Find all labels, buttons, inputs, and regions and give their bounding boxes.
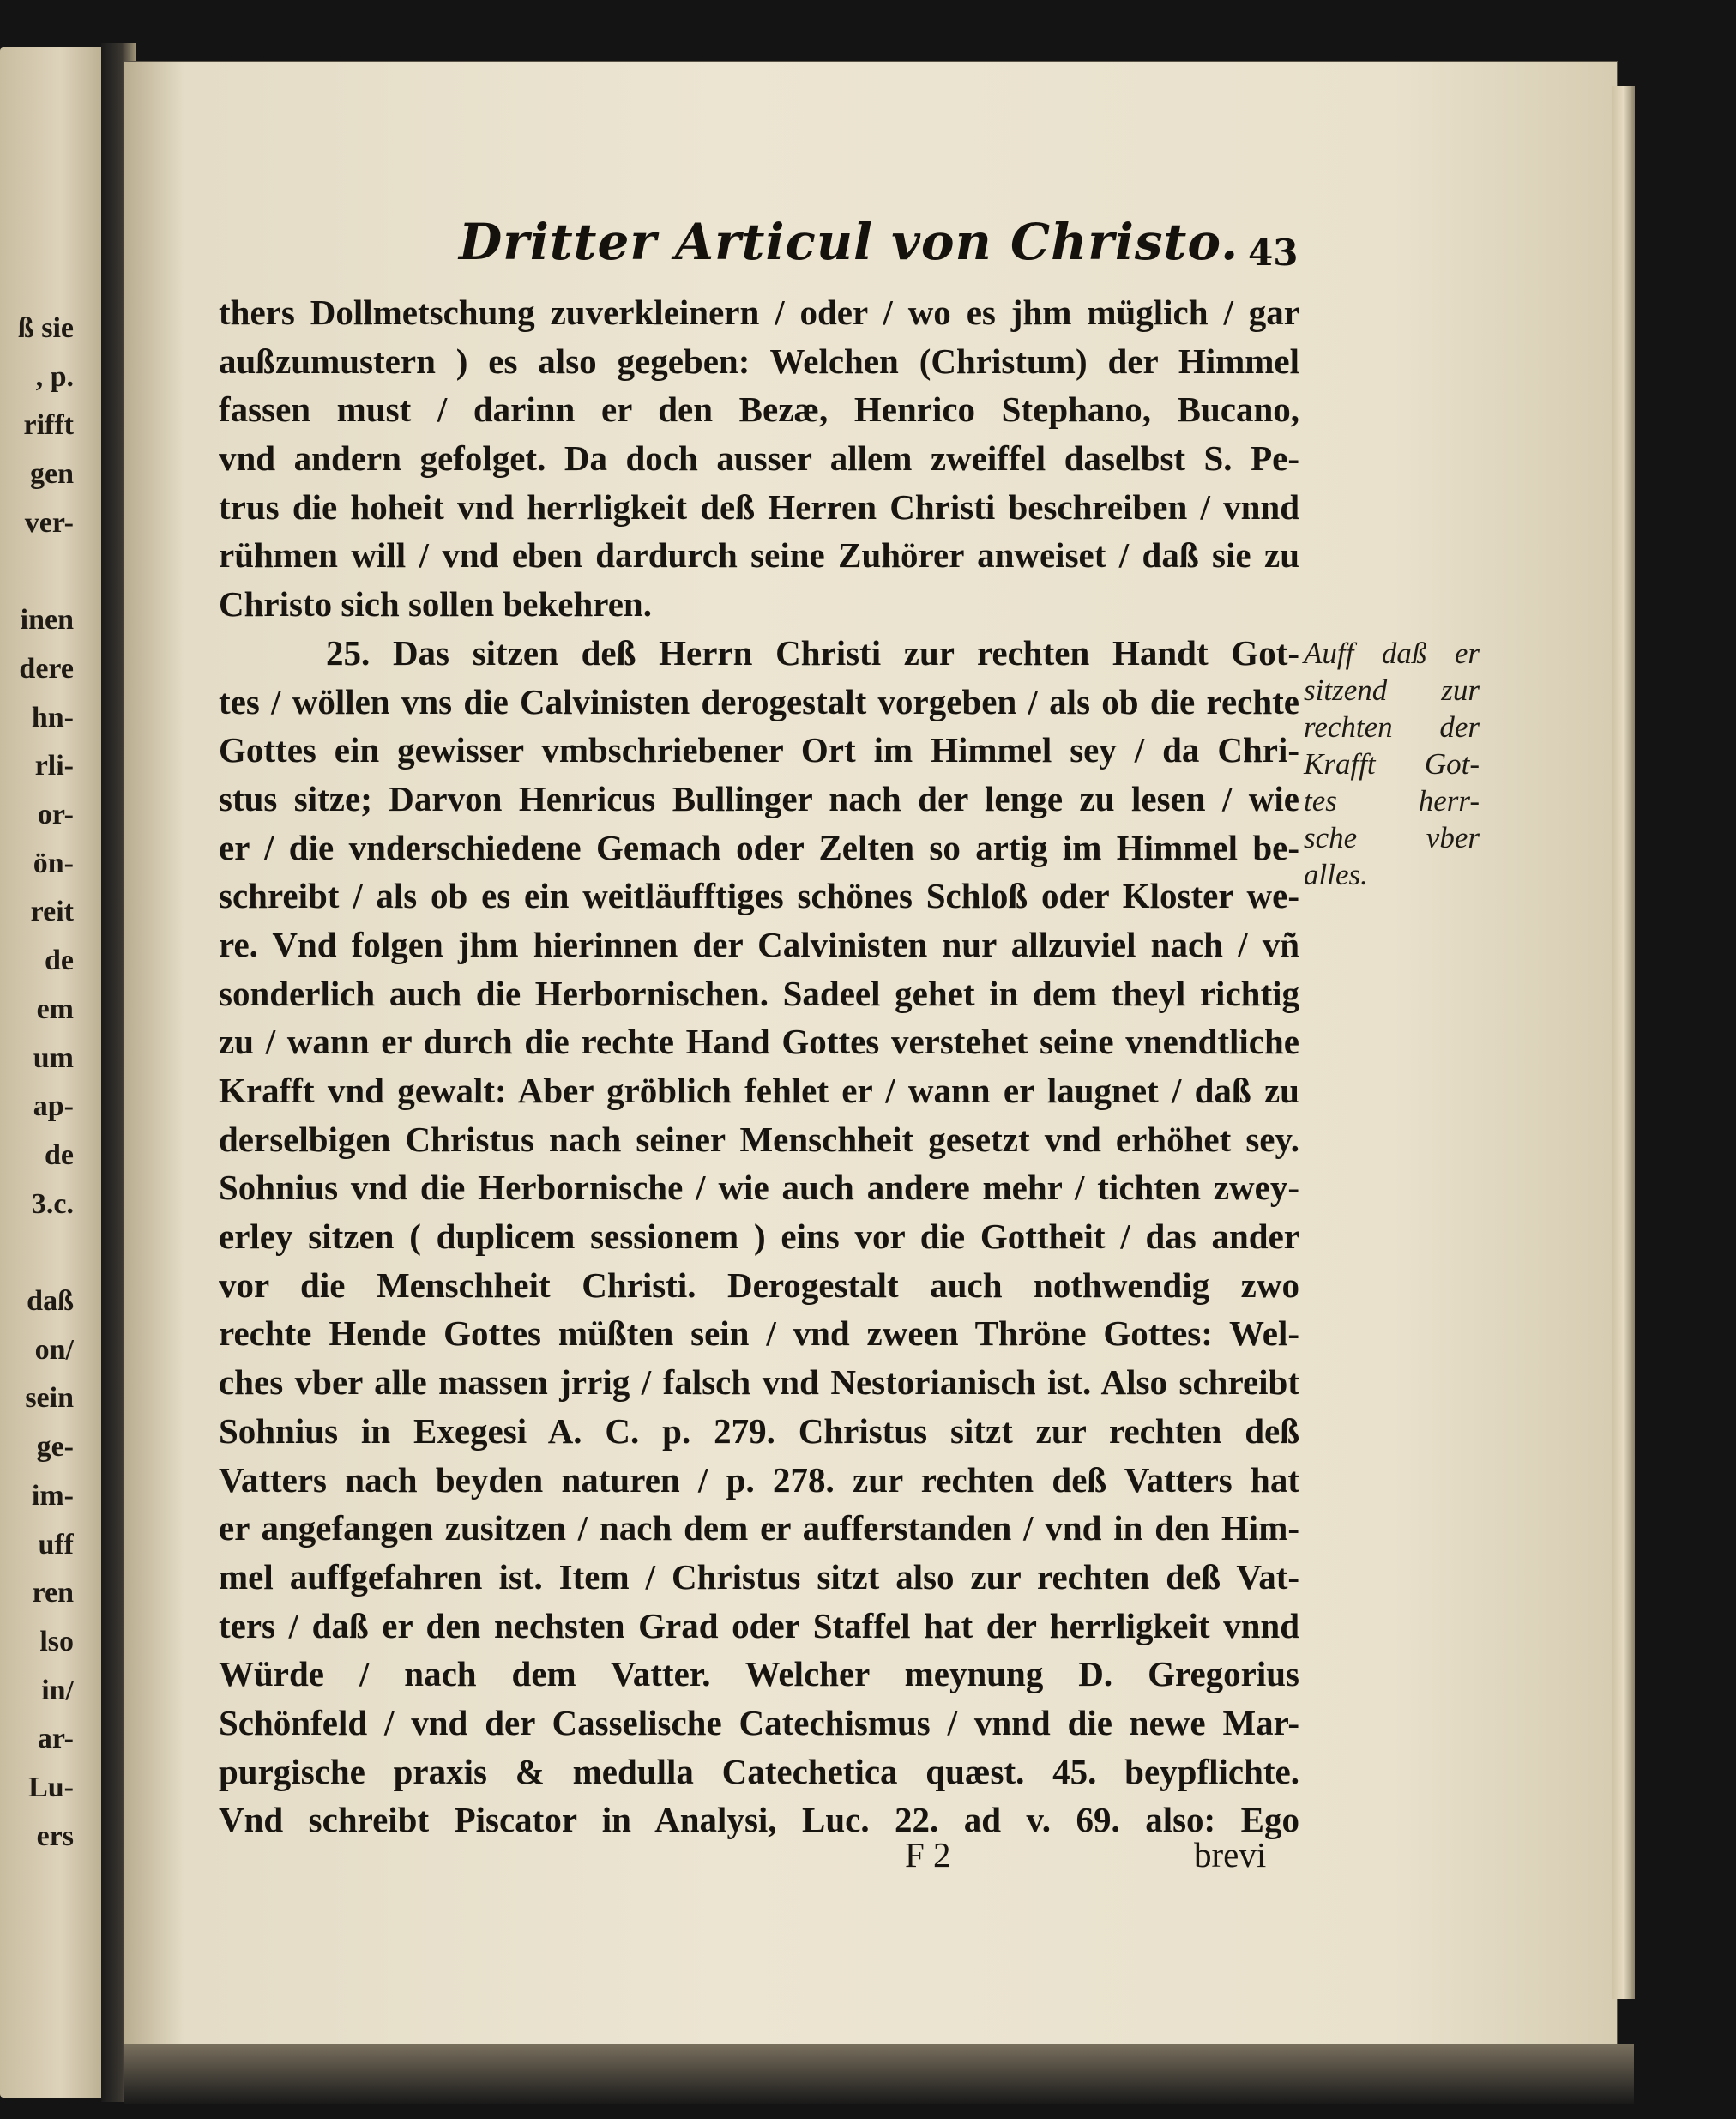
body-text (219, 288, 1299, 1844)
text-line: Vnd schreibt Piscator in Analysi, Luc. 22. ad v. 69. also: Ego (219, 1800, 1299, 1840)
marginal-note-line: alles. (1304, 858, 1368, 891)
text-line: sonderlich auch die Herbornischen. Sadeel gehet in dem theyl richtig (219, 973, 1299, 1013)
text-line: Würde / nach dem Vatter. Welcher meynung D. Gregorius (219, 1654, 1299, 1694)
text-line: vor die Menschheit Christi. Derogestalt auch nothwendig zwo (219, 1265, 1299, 1305)
page-number: 43 (1248, 232, 1299, 274)
fragment-line: inen (20, 604, 74, 637)
text-line: zu / wann er durch die rechte Hand Gottes verstehet seine vnendtliche (219, 1022, 1299, 1062)
fragment-line: gen (30, 458, 74, 491)
fragment-line: em (36, 993, 74, 1025)
marginal-note-line: sche vber (1304, 821, 1480, 854)
text-line: derselbigen Christus nach seiner Menschheit gesetzt vnd erhöhet sey. (219, 1119, 1299, 1159)
text-line: ters / daß er den nechsten Grad oder Staffel hat der herrligkeit vnnd (219, 1605, 1299, 1645)
text-line: mel auffgefahren ist. Item / Christus sitzt also zur rechten deß Vat- (219, 1556, 1299, 1597)
fragment-line: , p. (35, 360, 74, 393)
text-line: tes / wöllen vns die Calvinisten derogestalt vorgeben / als ob die rechte (219, 681, 1299, 721)
text-line: erley sitzen ( duplicem sessionem ) eins vor die Gottheit / das ander (219, 1216, 1299, 1257)
text-line: Sohnius vnd die Herbornische / wie auch andere mehr / tichten zwey- (219, 1168, 1299, 1208)
fragment-line: Lu- (28, 1772, 74, 1804)
fragment-line: rifft (23, 409, 74, 442)
marginal-note (1304, 635, 1480, 893)
fragment-line: de (45, 1138, 74, 1171)
text-line: rechte Hende Gottes müßten sein / vnd zween Thröne Gottes: Wel- (219, 1313, 1299, 1354)
fragment-line: ap- (33, 1090, 74, 1123)
signature-mark: F 2 (905, 1835, 951, 1874)
marginal-note-line: rechten der (1304, 710, 1480, 744)
marginal-note-line: Krafft Got- (1304, 747, 1480, 781)
text-line: vnd andern gefolget. Da doch ausser allem zweiffel daselbst S. Pe- (219, 438, 1299, 479)
fragment-line: ß sie (17, 312, 74, 344)
page-header (459, 213, 1317, 287)
fragment-line: rli- (34, 750, 74, 782)
text-line: purgische praxis & medulla Catechetica quæst. 45. beypflichte. (219, 1751, 1299, 1791)
fragment-line: 3.c. (31, 1187, 74, 1220)
fragment-line: ge- (36, 1431, 74, 1464)
fragment-line: ver- (24, 506, 74, 539)
text-line: er angefangen zusitzen / nach dem er aufferstanden / vnd in den Him- (219, 1508, 1299, 1548)
marginal-note-line: sitzend zur (1304, 673, 1480, 707)
catchword: brevi (1194, 1835, 1267, 1874)
fragment-line: uff (38, 1528, 74, 1561)
fragment-line (0, 1229, 74, 1277)
fragment-line: reit (30, 896, 74, 928)
text-line: schreibt / als ob es ein weitläufftiges schönes Schloß oder Kloster we- (219, 876, 1299, 916)
fragment-line: in/ (41, 1674, 74, 1706)
fragment-line: or- (37, 799, 74, 831)
text-line: Krafft vnd gewalt: Aber gröblich fehlet er / wann er laugnet / daß zu (219, 1071, 1299, 1110)
fragment-line: ers (36, 1820, 74, 1852)
fragment-line: im- (31, 1479, 74, 1512)
text-line: fassen must / darinn er den Bezæ, Henrico Stephano, Bucano, (219, 389, 1299, 430)
fragment-line: dere (19, 652, 74, 685)
facing-page-text (0, 305, 74, 1862)
page-bottom-shadow (124, 2044, 1634, 2104)
fragment-line: lso (39, 1625, 74, 1657)
fragment-line: sein (25, 1382, 74, 1415)
fragment-line: hn- (31, 701, 74, 734)
text-line: Christo sich sollen bekehren. (219, 584, 652, 625)
paragraph-start: 25. Das sitzen deß Herrn Christi zur rechten Handt Got- (326, 632, 1299, 673)
text-line: außzumustern ) es also gegeben: Welchen (Christum) der Himmel (219, 341, 1299, 381)
fragment-line (0, 548, 74, 597)
marginal-note-line: Auff daß er (1304, 637, 1480, 670)
facing-page-left (0, 47, 110, 2098)
text-line: Sohnius in Exegesi A. C. p. 279. Christus sitzt zur rechten deß (219, 1410, 1299, 1451)
fragment-line: ar- (37, 1723, 74, 1755)
text-line: thers Dollmetschung zuverkleinern / oder / wo es jhm müglich / gar (219, 293, 1299, 332)
text-line: Schönfeld / vnd der Casselische Catechismus / vnnd die newe Mar- (219, 1702, 1299, 1742)
text-line: re. Vnd folgen jhm hierinnen der Calvinisten nur allzuviel nach / vñ (219, 924, 1299, 964)
fragment-line: ren (32, 1577, 74, 1609)
marginal-note-line: tes herr- (1304, 784, 1480, 818)
text-line: Gottes ein gewisser vmbschriebener Ort im Himmel sey / da Chri- (219, 730, 1299, 770)
text-line: stus sitze; Darvon Henricus Bullinger nach der lenge zu lesen / wie (219, 778, 1299, 818)
text-line: Vatters nach beyden naturen / p. 278. zur rechten deß Vatters hat (219, 1459, 1299, 1500)
text-line: rühmen will / vnd eben dardurch seine Zuhörer anweiset / daß sie zu (219, 535, 1299, 576)
running-head: Dritter Articul von Christo. (459, 213, 1239, 271)
page-edge (1612, 86, 1635, 1999)
fragment-line: daß (27, 1285, 74, 1318)
text-line: ches vber alle massen jrrig / falsch vnd Nestorianisch ist. Also schreibt (219, 1362, 1299, 1403)
fragment-line: on/ (34, 1333, 74, 1366)
fragment-line: um (33, 1041, 74, 1074)
text-line: er / die vnderschiedene Gemach oder Zelten so artig im Himmel be- (219, 827, 1299, 867)
fragment-line: ön- (33, 847, 74, 879)
text-line: trus die hoheit vnd herrligkeit deß Herren Christi beschreiben / vnnd (219, 486, 1299, 527)
fragment-line: de (45, 945, 74, 977)
